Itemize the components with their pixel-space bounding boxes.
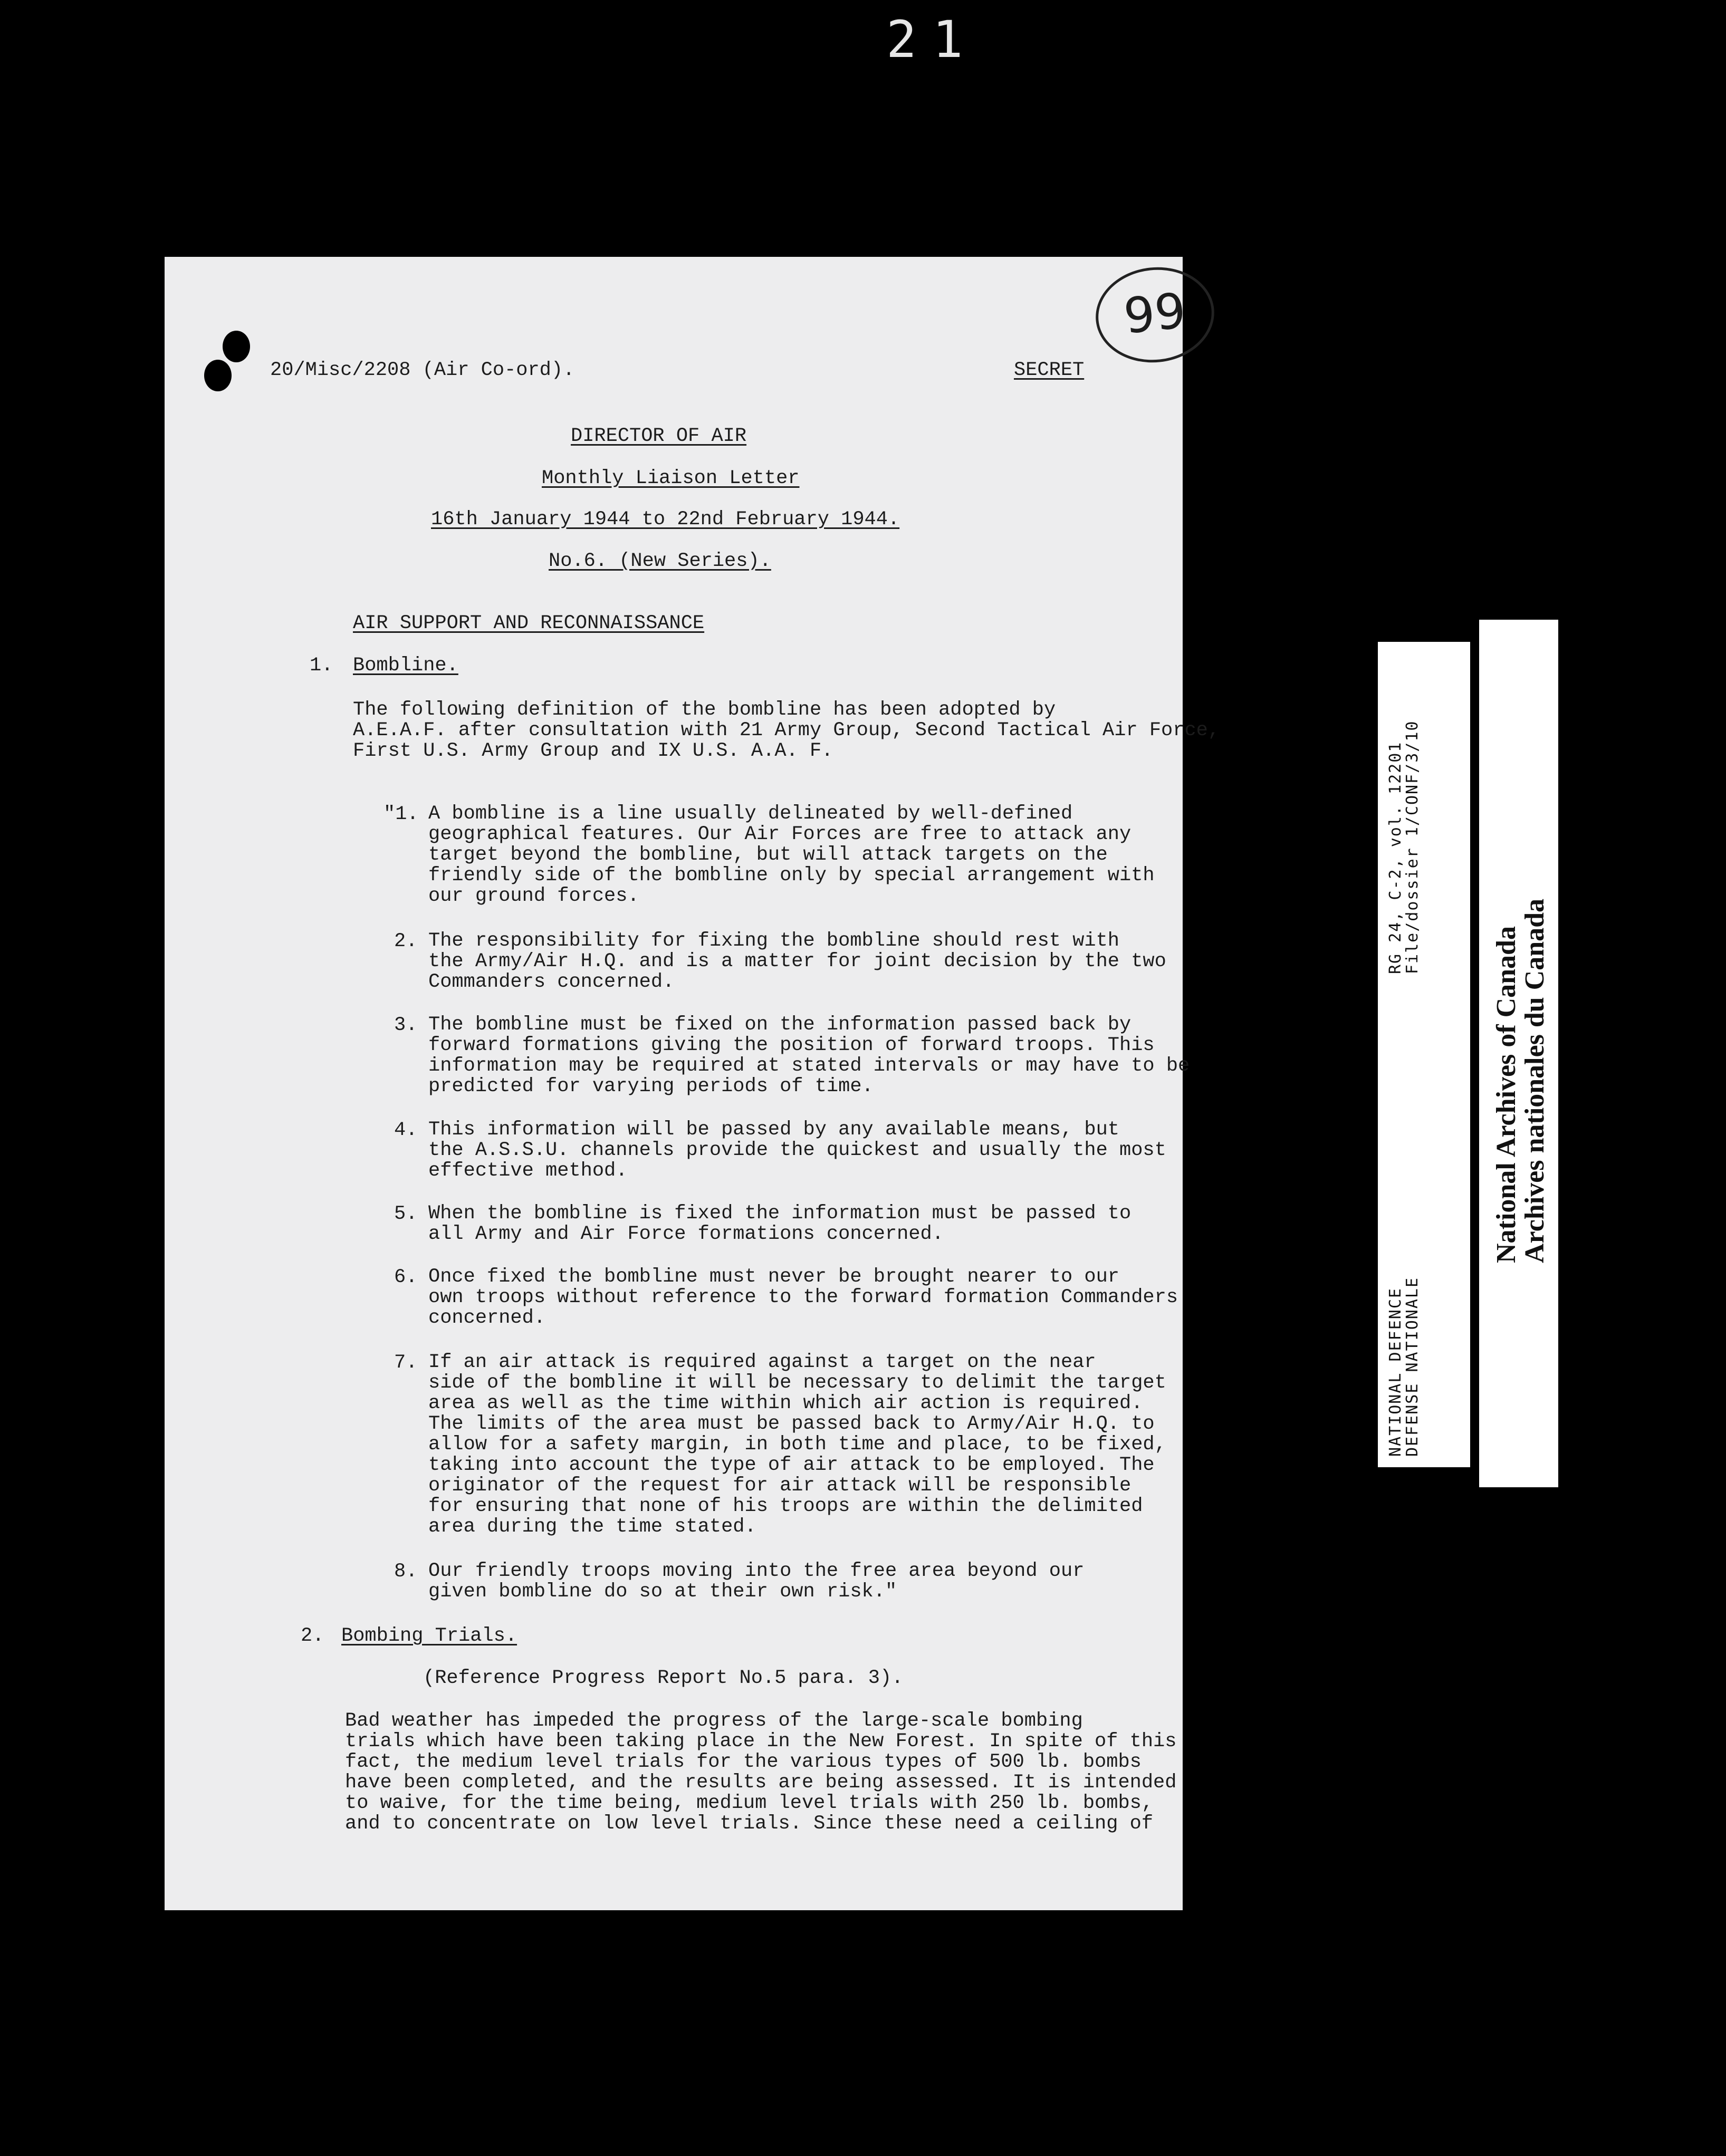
item-heading: Bombline. — [353, 654, 458, 677]
punch-hole-mark — [204, 360, 232, 391]
definition-number: 5. — [394, 1203, 418, 1225]
punch-hole-mark — [223, 331, 250, 362]
item-intro: The following definition of the bombline has been adopted by A.E.A.F. after consultation with 21 Army Group, Second Tactical Air Force, First U.S. Army Group and IX U.S. A.A. F. — [353, 699, 1220, 762]
frame-number: 21 — [886, 10, 979, 69]
archive-reference-slip — [1378, 642, 1470, 1467]
document-page — [165, 257, 1220, 1910]
national-defence-label: NATIONAL DEFENCE — [1386, 1287, 1405, 1457]
definition-text: If an air attack is required against a target on the near side of the bombline it will be necessary to delimit the target area as well as the time within which air action is required. The limits of the area must be passed back to Army/Air H.Q. to allow for a safety margin, in both time and place, to be fixed, taking into account the type of air attack to be employed. The originator of the request for air attack will be responsible for ensuring that none of his troops are within the delimited area during the time stated. — [428, 1351, 1166, 1538]
document-period: 16th January 1944 to 22nd February 1944. — [431, 508, 900, 531]
item-reference: (Reference Progress Report No.5 para. 3). — [423, 1667, 904, 1689]
record-group-reference: RG 24, C-2, vol. 12201 — [1386, 741, 1405, 974]
definition-number: 4. — [394, 1119, 418, 1141]
definition-text: The bombline must be fixed on the information passed back by forward formations giving the position of forward troops. This information may be required at stated intervals or may have to be predicted for varying periods of time. — [428, 1014, 1190, 1098]
archive-stamp — [1479, 620, 1558, 1487]
document-subtitle: Monthly Liaison Letter — [542, 467, 800, 489]
definition-text: Our friendly troops moving into the free area beyond our given bombline do so at their own risk." — [428, 1560, 1085, 1603]
section-heading: AIR SUPPORT AND RECONNAISSANCE — [353, 612, 705, 634]
file-dossier-reference: File/dossier 1/CONF/3/10 — [1403, 720, 1422, 974]
definition-number: 3. — [394, 1014, 418, 1036]
definition-number: "1. — [383, 803, 419, 825]
definition-text: This information will be passed by any available means, but the A.S.S.U. channels provide the quickest and usually the most effective method. — [428, 1119, 1166, 1182]
item-number: 2. — [301, 1625, 324, 1647]
folio-number: 99 — [1091, 262, 1219, 369]
item-number: 1. — [310, 654, 333, 677]
item-body: Bad weather has impeded the progress of the large-scale bombing trials which have been taking place in the New Forest. In spite of this fact, the medium level trials for the various types of 500 lb. bombs have been completed, and the results are being assessed. It is intended to waive, for the time being, medium level trials with 250 lb. bombs, and to concentrate on low level trials. Since these need a ceiling of — [345, 1710, 1177, 1835]
classification-marking: SECRET — [1014, 359, 1085, 381]
item-heading: Bombing Trials. — [341, 1625, 517, 1647]
document-title: DIRECTOR OF AIR — [571, 425, 747, 447]
definition-text: When the bombline is fixed the information must be passed to all Army and Air Force formations concerned. — [428, 1202, 1132, 1245]
definition-number: 8. — [394, 1561, 418, 1583]
archives-english-label: National Archives of Canada — [1491, 926, 1521, 1263]
file-reference: 20/Misc/2208 (Air Co-ord). — [270, 359, 575, 381]
definition-text: Once fixed the bombline must never be brought nearer to our own troops without reference to the forward formation Commanders concerned. — [428, 1266, 1178, 1329]
document-series: No.6. (New Series). — [549, 550, 771, 572]
definition-number: 6. — [394, 1266, 418, 1288]
definition-text: A bombline is a line usually delineated by well-defined geographical features. Our Air Forces are free to attack any target beyond the bombline, but will attack targets on the friendly side of the bombline only by special arrangement with our ground forces. — [428, 803, 1155, 907]
defense-nationale-label: DEFENSE NATIONALE — [1403, 1276, 1422, 1457]
definition-text: The responsibility for fixing the bombline should rest with the Army/Air H.Q. and is a matter for joint decision by the two Commanders concerned. — [428, 930, 1166, 993]
definition-number: 7. — [394, 1352, 418, 1374]
definition-number: 2. — [394, 930, 418, 952]
archives-french-label: Archives nationales du Canada — [1520, 898, 1550, 1263]
